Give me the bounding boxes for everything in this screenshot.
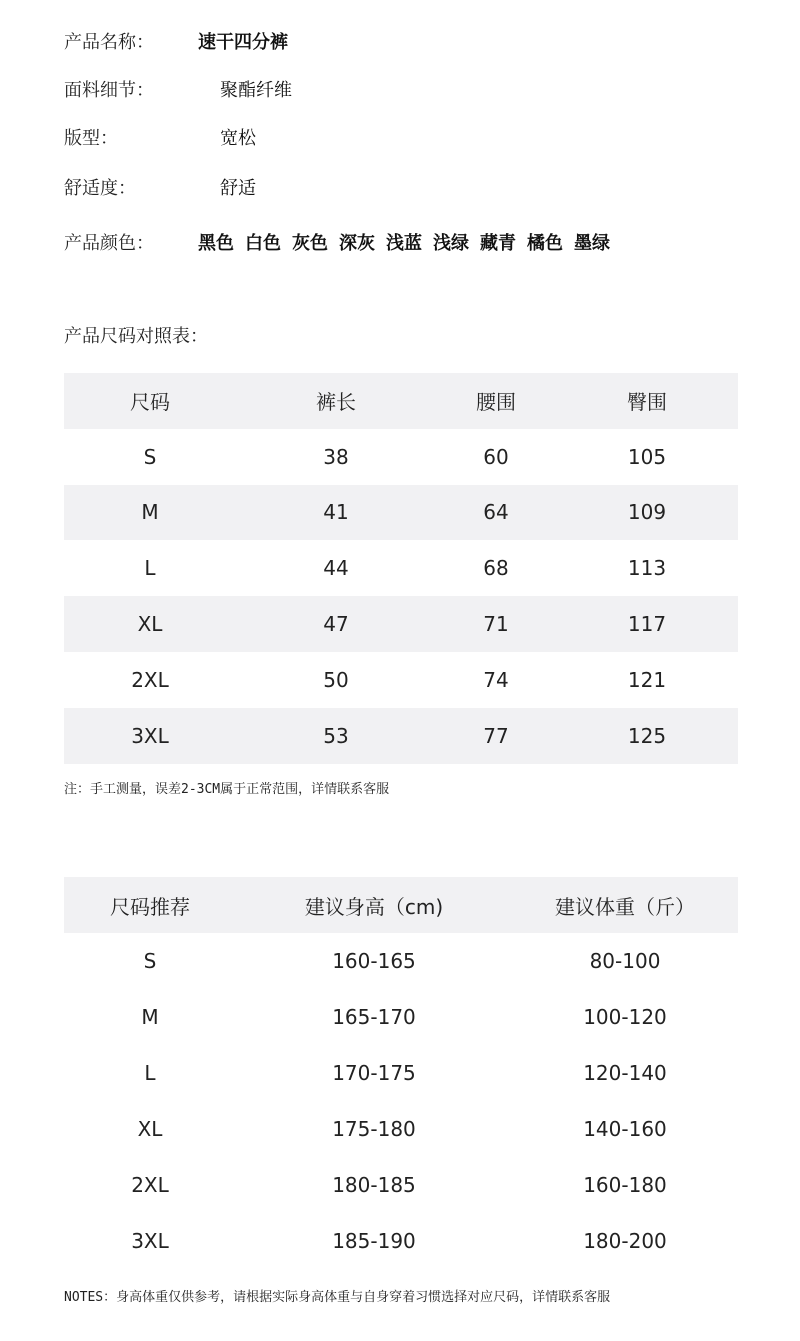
table-row [64,989,738,1045]
header-cell: 臀围 [627,390,667,415]
header-cell: 尺码 [130,390,170,415]
table-cell: 74 [483,667,509,692]
table-cell: XL [137,612,163,637]
color-item: 墨绿 [574,233,610,254]
fabric-value: 聚酯纤维 [220,80,292,101]
table-cell: 160-165 [332,949,416,973]
table-cell: 68 [483,556,509,581]
table-cell: 50 [323,667,349,692]
table-cell: 160-180 [583,1173,667,1197]
color-item: 深灰 [339,233,375,254]
table-cell: M [141,1005,159,1029]
table-cell: S [143,444,157,469]
recommend-note: NOTES：身高体重仅供参考，请根据实际身高体重与自身穿着习惯选择对应尺码，详情联系客服 [64,1290,611,1305]
table-cell: 77 [483,723,509,748]
table-row [64,933,738,989]
table-cell: M [141,500,159,525]
table-cell: 165-170 [332,1005,416,1029]
fit-value: 宽松 [220,128,256,149]
fit-row [64,124,744,154]
header-cell: 建议体重（斤） [555,894,695,919]
comfort-label: 舒适度： [64,178,136,199]
fabric-row [64,76,744,106]
color-item: 浅蓝 [386,233,422,254]
table-cell: 80-100 [589,949,661,973]
table-cell: 60 [483,444,509,469]
color-item: 浅绿 [433,233,469,254]
table-cell: L [144,556,156,581]
table-header-row [64,373,738,429]
table-cell: S [143,949,157,973]
color-item: 黑色 [198,233,234,254]
table-cell: 117 [627,612,667,637]
table-cell: 3XL [131,723,169,748]
table-cell: 175-180 [332,1117,416,1141]
table-cell: 38 [323,444,349,469]
recommend-table [64,877,738,1269]
table-row [64,596,738,652]
product-name-value: 速干四分裤 [198,32,288,53]
color-list [198,229,621,259]
table-cell: 121 [627,667,667,692]
table-cell: 113 [627,556,667,581]
color-item: 白色 [245,233,281,254]
table-row [64,708,738,764]
header-cell: 建议身高（cm) [304,894,444,919]
table-cell: 109 [627,500,667,525]
table-cell: 180-200 [583,1229,667,1253]
table-cell: 120-140 [583,1061,667,1085]
size-chart-table [64,373,738,764]
table-row [64,485,738,541]
table-cell: 2XL [131,1173,169,1197]
table-row [64,429,738,485]
size-chart-title: 产品尺码对照表： [64,326,208,347]
fabric-label: 面料细节： [64,80,154,101]
table-cell: XL [137,1117,163,1141]
table-cell: 140-160 [583,1117,667,1141]
table-cell: 64 [483,500,509,525]
product-name-row [64,28,744,58]
table-row [64,652,738,708]
table-cell: 185-190 [332,1229,416,1253]
table-row [64,1157,738,1213]
comfort-row [64,174,744,204]
table-cell: 105 [627,444,667,469]
table-cell: 2XL [131,667,169,692]
table-cell: 3XL [131,1229,169,1253]
table-row [64,1213,738,1269]
table-cell: 47 [323,612,349,637]
comfort-value: 舒适 [220,178,256,199]
table-cell: 71 [483,612,509,637]
table-cell: L [144,1061,156,1085]
table-cell: 170-175 [332,1061,416,1085]
color-item: 橘色 [527,233,563,254]
product-name-label: 产品名称： [64,32,154,53]
table-row [64,1101,738,1157]
table-row [64,1045,738,1101]
table-cell: 100-120 [583,1005,667,1029]
table-cell: 44 [323,556,349,581]
colors-label: 产品颜色： [64,233,154,254]
header-cell: 腰围 [476,390,516,415]
fit-label: 版型： [64,128,118,149]
color-item: 藏青 [480,233,516,254]
header-cell: 尺码推荐 [110,894,190,919]
colors-row [64,229,744,259]
header-cell: 裤长 [316,390,356,415]
table-header-row [64,877,738,933]
measurement-note: 注：手工测量，误差2-3CM属于正常范围，详情联系客服 [64,782,390,797]
table-row [64,540,738,596]
table-cell: 125 [627,723,667,748]
table-cell: 41 [323,500,349,525]
table-cell: 53 [323,723,349,748]
color-item: 灰色 [292,233,328,254]
table-cell: 180-185 [332,1173,416,1197]
